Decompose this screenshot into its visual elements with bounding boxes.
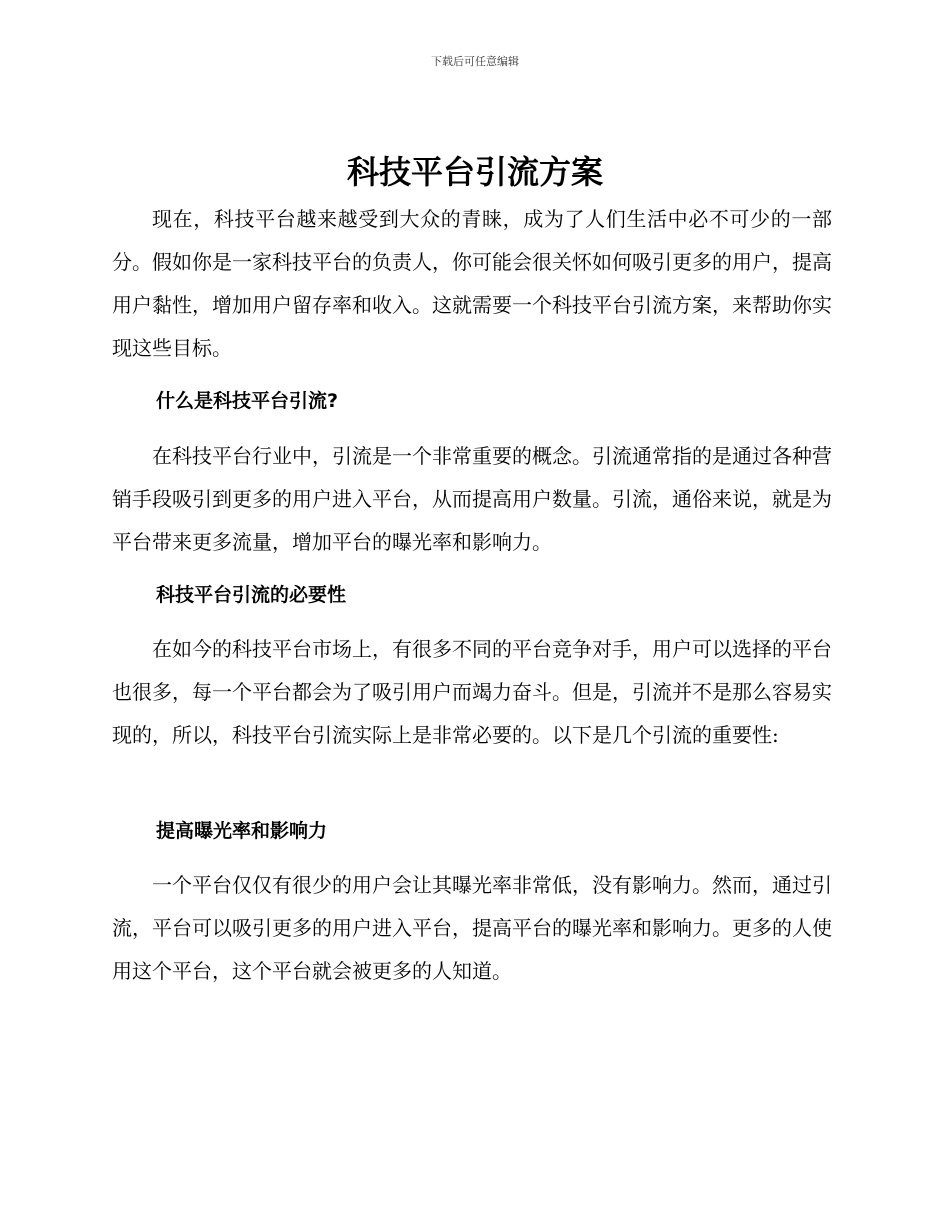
definition-paragraph: 在科技平台行业中，引流是一个非常重要的概念。引流通常指的是通过各种营销手段吸引到更多的用户进入平台，从而提高用户数量。引流，通俗来说，就是为平台带来更多流量，增加平台的曝光率和影响力。: [112, 444, 832, 554]
exposure-paragraph: 一个平台仅仅有很少的用户会让其曝光率非常低，没有影响力。然而，通过引流，平台可以吸引更多的用户进入平台，提高平台的曝光率和影响力。更多的人使用这个平台，这个平台就会被更多的人知道。: [112, 873, 832, 983]
section-heading-exposure: 提高曝光率和影响力: [156, 820, 328, 842]
document-title: 科技平台引流方案: [346, 153, 603, 191]
section-heading-what-is-traffic: 什么是科技平台引流?: [156, 390, 339, 412]
intro-paragraph: 现在，科技平台越来越受到大众的青睐，成为了人们生活中必不可少的一部分。假如你是一家科技平台的负责人，你可能会很关怀如何吸引更多的用户，提高用户黏性，增加用户留存率和收入。这就需要一个科技平台引流方案，来帮助你实现这些目标。: [112, 207, 832, 360]
section-heading-necessity: 科技平台引流的必要性: [156, 584, 347, 606]
page-header-note: 下载后可任意编辑: [431, 55, 519, 68]
necessity-paragraph: 在如今的科技平台市场上，有很多不同的平台竞争对手，用户可以选择的平台也很多，每一个平台都会为了吸引用户而竭力奋斗。但是，引流并不是那么容易实现的，所以，科技平台引流实际上是非常必要的。以下是几个引流的重要性:: [112, 637, 832, 747]
